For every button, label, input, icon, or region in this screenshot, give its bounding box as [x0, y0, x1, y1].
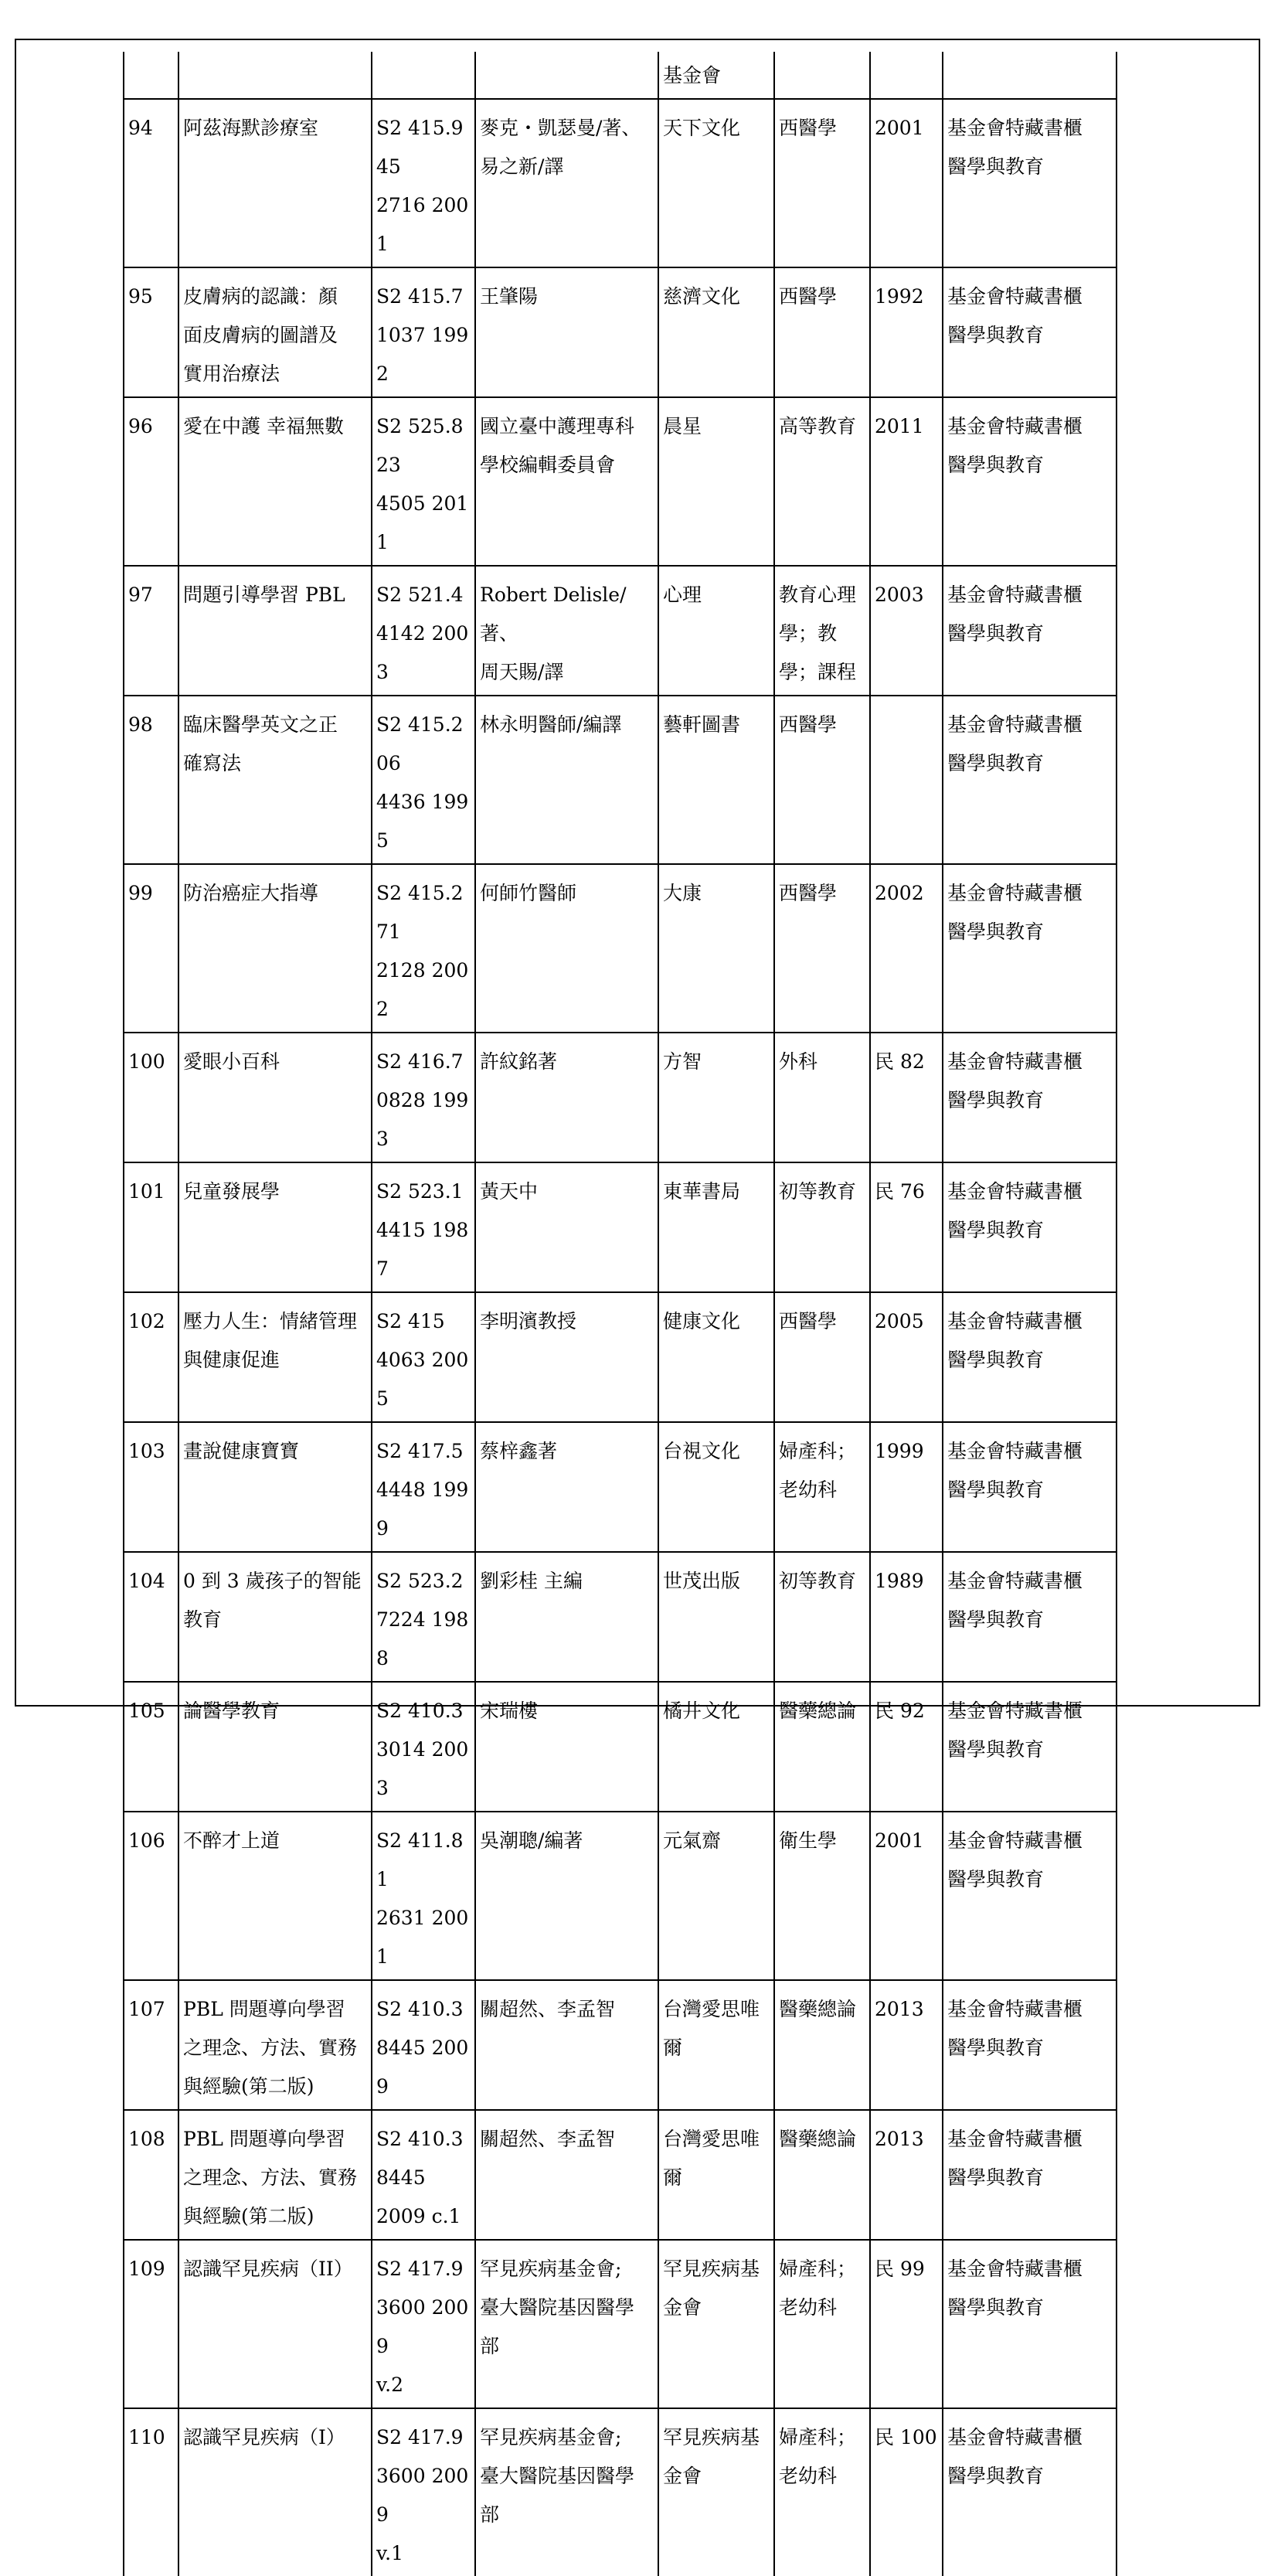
subject-cell: 婦產科； 老幼科 [774, 2408, 870, 2576]
table-row [124, 1980, 1117, 2110]
year-cell: 民 92 [870, 1682, 943, 1812]
location-cell: 基金會特藏書櫃 醫學與教育 [943, 1422, 1117, 1552]
publisher-cell: 基金會 [658, 52, 774, 99]
row-number-cell: 102 [124, 1292, 178, 1422]
table-row [124, 2110, 1117, 2240]
table-row [124, 696, 1117, 864]
row-number-cell: 97 [124, 566, 178, 696]
publisher-cell: 藝軒圖書 [658, 696, 774, 864]
subject-cell: 西醫學 [774, 267, 870, 397]
book-catalog-table [123, 52, 1117, 2576]
subject-cell: 婦產科； 老幼科 [774, 2240, 870, 2408]
row-number-cell: 95 [124, 267, 178, 397]
row-number-cell: 105 [124, 1682, 178, 1812]
row-number-cell: 104 [124, 1552, 178, 1682]
table-body [124, 52, 1117, 2576]
row-number-cell: 96 [124, 397, 178, 566]
table-row [124, 99, 1117, 267]
book-title-cell: 防治癌症大指導 [178, 864, 372, 1033]
location-cell: 基金會特藏書櫃 醫學與教育 [943, 864, 1117, 1033]
book-title-cell: 臨床醫學英文之正 確寫法 [178, 696, 372, 864]
location-cell: 基金會特藏書櫃 醫學與教育 [943, 1033, 1117, 1162]
subject-cell: 西醫學 [774, 696, 870, 864]
book-title-cell: 愛眼小百科 [178, 1033, 372, 1162]
location-cell: 基金會特藏書櫃 醫學與教育 [943, 267, 1117, 397]
year-cell: 民 76 [870, 1162, 943, 1292]
year-cell: 2013 [870, 2110, 943, 2240]
call-number-cell: S2 417.9 3600 2009 v.2 [372, 2240, 475, 2408]
call-number-cell: S2 525.823 4505 2011 [372, 397, 475, 566]
subject-cell: 教育心理 學；教 學；課程 [774, 566, 870, 696]
publisher-cell: 元氣齋 [658, 1812, 774, 1980]
table-row [124, 267, 1117, 397]
publisher-cell: 東華書局 [658, 1162, 774, 1292]
year-cell: 1989 [870, 1552, 943, 1682]
book-title-cell: 皮膚病的認識：顏 面皮膚病的圖譜及 實用治療法 [178, 267, 372, 397]
author-cell [475, 52, 658, 99]
location-cell: 基金會特藏書櫃 醫學與教育 [943, 1552, 1117, 1682]
book-title-cell: 愛在中護 幸福無數 [178, 397, 372, 566]
year-cell [870, 52, 943, 99]
call-number-cell: S2 410.3 3014 2003 [372, 1682, 475, 1812]
book-title-cell: 不醉才上道 [178, 1812, 372, 1980]
table-row [124, 1162, 1117, 1292]
table-row [124, 2240, 1117, 2408]
subject-cell [774, 52, 870, 99]
book-title-cell [178, 52, 372, 99]
call-number-cell: S2 416.7 0828 1993 [372, 1033, 475, 1162]
author-cell: 李明濱教授 [475, 1292, 658, 1422]
author-cell: 何師竹醫師 [475, 864, 658, 1033]
publisher-cell: 大康 [658, 864, 774, 1033]
location-cell: 基金會特藏書櫃 醫學與教育 [943, 2110, 1117, 2240]
location-cell: 基金會特藏書櫃 醫學與教育 [943, 1980, 1117, 2110]
table-row [124, 1033, 1117, 1162]
row-number-cell: 101 [124, 1162, 178, 1292]
book-title-cell: 0 到 3 歲孩子的智能 教育 [178, 1552, 372, 1682]
subject-cell: 醫藥總論 [774, 1682, 870, 1812]
location-cell [943, 52, 1117, 99]
author-cell: 罕見疾病基金會; 臺大醫院基因醫學 部 [475, 2240, 658, 2408]
author-cell: 宋瑞樓 [475, 1682, 658, 1812]
row-number-cell [124, 52, 178, 99]
location-cell: 基金會特藏書櫃 醫學與教育 [943, 696, 1117, 864]
location-cell: 基金會特藏書櫃 醫學與教育 [943, 397, 1117, 566]
book-title-cell: 畫說健康寶寶 [178, 1422, 372, 1552]
subject-cell: 初等教育 [774, 1162, 870, 1292]
row-number-cell: 98 [124, 696, 178, 864]
subject-cell: 西醫學 [774, 1292, 870, 1422]
row-number-cell: 99 [124, 864, 178, 1033]
publisher-cell: 台灣愛思唯 爾 [658, 1980, 774, 2110]
location-cell: 基金會特藏書櫃 醫學與教育 [943, 1292, 1117, 1422]
subject-cell: 醫藥總論 [774, 2110, 870, 2240]
author-cell: 林永明醫師/編譯 [475, 696, 658, 864]
call-number-cell: S2 523.1 4415 1987 [372, 1162, 475, 1292]
row-number-cell: 109 [124, 2240, 178, 2408]
call-number-cell: S2 417.5 4448 1999 [372, 1422, 475, 1552]
call-number-cell: S2 415.206 4436 1995 [372, 696, 475, 864]
year-cell: 1992 [870, 267, 943, 397]
book-title-cell: 阿茲海默診療室 [178, 99, 372, 267]
subject-cell: 初等教育 [774, 1552, 870, 1682]
subject-cell: 婦產科； 老幼科 [774, 1422, 870, 1552]
year-cell: 2005 [870, 1292, 943, 1422]
year-cell: 2003 [870, 566, 943, 696]
year-cell: 2013 [870, 1980, 943, 2110]
table-row [124, 2408, 1117, 2576]
row-number-cell: 106 [124, 1812, 178, 1980]
table-row [124, 1422, 1117, 1552]
call-number-cell: S2 415.271 2128 2002 [372, 864, 475, 1033]
publisher-cell: 天下文化 [658, 99, 774, 267]
author-cell: 蔡梓鑫著 [475, 1422, 658, 1552]
table-row [124, 1552, 1117, 1682]
location-cell: 基金會特藏書櫃 醫學與教育 [943, 99, 1117, 267]
call-number-cell: S2 521.4 4142 2003 [372, 566, 475, 696]
publisher-cell: 台灣愛思唯 爾 [658, 2110, 774, 2240]
location-cell: 基金會特藏書櫃 醫學與教育 [943, 566, 1117, 696]
location-cell: 基金會特藏書櫃 醫學與教育 [943, 1682, 1117, 1812]
row-number-cell: 107 [124, 1980, 178, 2110]
book-title-cell: 壓力人生：情緒管理 與健康促進 [178, 1292, 372, 1422]
publisher-cell: 心理 [658, 566, 774, 696]
call-number-cell: S2 523.2 7224 1988 [372, 1552, 475, 1682]
book-title-cell: 論醫學教育 [178, 1682, 372, 1812]
call-number-cell: S2 410.3 8445 2009 c.1 [372, 2110, 475, 2240]
location-cell: 基金會特藏書櫃 醫學與教育 [943, 1812, 1117, 1980]
publisher-cell: 慈濟文化 [658, 267, 774, 397]
call-number-cell: S2 415.945 2716 2001 [372, 99, 475, 267]
call-number-cell: S2 410.3 8445 2009 [372, 1980, 475, 2110]
subject-cell: 衛生學 [774, 1812, 870, 1980]
publisher-cell: 橘井文化 [658, 1682, 774, 1812]
author-cell: 劉彩桂 主編 [475, 1552, 658, 1682]
publisher-cell: 晨星 [658, 397, 774, 566]
author-cell: 國立臺中護理專科 學校編輯委員會 [475, 397, 658, 566]
author-cell: 王肇陽 [475, 267, 658, 397]
publisher-cell: 罕見疾病基 金會 [658, 2240, 774, 2408]
table-row [124, 397, 1117, 566]
author-cell: 麥克・凱瑟曼/著、 易之新/譯 [475, 99, 658, 267]
year-cell: 民 99 [870, 2240, 943, 2408]
author-cell: 黃天中 [475, 1162, 658, 1292]
table-row [124, 566, 1117, 696]
year-cell: 2011 [870, 397, 943, 566]
year-cell: 2001 [870, 1812, 943, 1980]
book-title-cell: PBL 問題導向學習 之理念、方法、實務 與經驗(第二版) [178, 1980, 372, 2110]
subject-cell: 高等教育 [774, 397, 870, 566]
book-title-cell: 認識罕見疾病（I） [178, 2408, 372, 2576]
call-number-cell: S2 411.81 2631 2001 [372, 1812, 475, 1980]
year-cell: 2001 [870, 99, 943, 267]
publisher-cell: 世茂出版 [658, 1552, 774, 1682]
row-number-cell: 94 [124, 99, 178, 267]
row-number-cell: 110 [124, 2408, 178, 2576]
author-cell: Robert Delisle/著、 周天賜/譯 [475, 566, 658, 696]
call-number-cell [372, 52, 475, 99]
table-row [124, 1682, 1117, 1812]
row-number-cell: 103 [124, 1422, 178, 1552]
location-cell: 基金會特藏書櫃 醫學與教育 [943, 2408, 1117, 2576]
year-cell: 1999 [870, 1422, 943, 1552]
publisher-cell: 方智 [658, 1033, 774, 1162]
table-row [124, 1812, 1117, 1980]
subject-cell: 醫藥總論 [774, 1980, 870, 2110]
location-cell: 基金會特藏書櫃 醫學與教育 [943, 1162, 1117, 1292]
author-cell: 關超然、李孟智 [475, 1980, 658, 2110]
call-number-cell: S2 415 4063 2005 [372, 1292, 475, 1422]
publisher-cell: 台視文化 [658, 1422, 774, 1552]
book-title-cell: PBL 問題導向學習 之理念、方法、實務 與經驗(第二版) [178, 2110, 372, 2240]
year-cell: 民 82 [870, 1033, 943, 1162]
publisher-cell: 健康文化 [658, 1292, 774, 1422]
author-cell: 罕見疾病基金會; 臺大醫院基因醫學 部 [475, 2408, 658, 2576]
book-title-cell: 認識罕見疾病（II） [178, 2240, 372, 2408]
author-cell: 許紋銘著 [475, 1033, 658, 1162]
table-row [124, 864, 1117, 1033]
author-cell: 吳潮聰/編著 [475, 1812, 658, 1980]
row-number-cell: 108 [124, 2110, 178, 2240]
author-cell: 關超然、李孟智 [475, 2110, 658, 2240]
year-cell: 民 100 [870, 2408, 943, 2576]
subject-cell: 西醫學 [774, 864, 870, 1033]
table-row [124, 1292, 1117, 1422]
location-cell: 基金會特藏書櫃 醫學與教育 [943, 2240, 1117, 2408]
subject-cell: 外科 [774, 1033, 870, 1162]
row-number-cell: 100 [124, 1033, 178, 1162]
year-cell [870, 696, 943, 864]
publisher-cell: 罕見疾病基 金會 [658, 2408, 774, 2576]
call-number-cell: S2 415.7 1037 1992 [372, 267, 475, 397]
subject-cell: 西醫學 [774, 99, 870, 267]
book-title-cell: 問題引導學習 PBL [178, 566, 372, 696]
table-row [124, 52, 1117, 99]
year-cell: 2002 [870, 864, 943, 1033]
call-number-cell: S2 417.9 3600 2009 v.1 [372, 2408, 475, 2576]
book-title-cell: 兒童發展學 [178, 1162, 372, 1292]
